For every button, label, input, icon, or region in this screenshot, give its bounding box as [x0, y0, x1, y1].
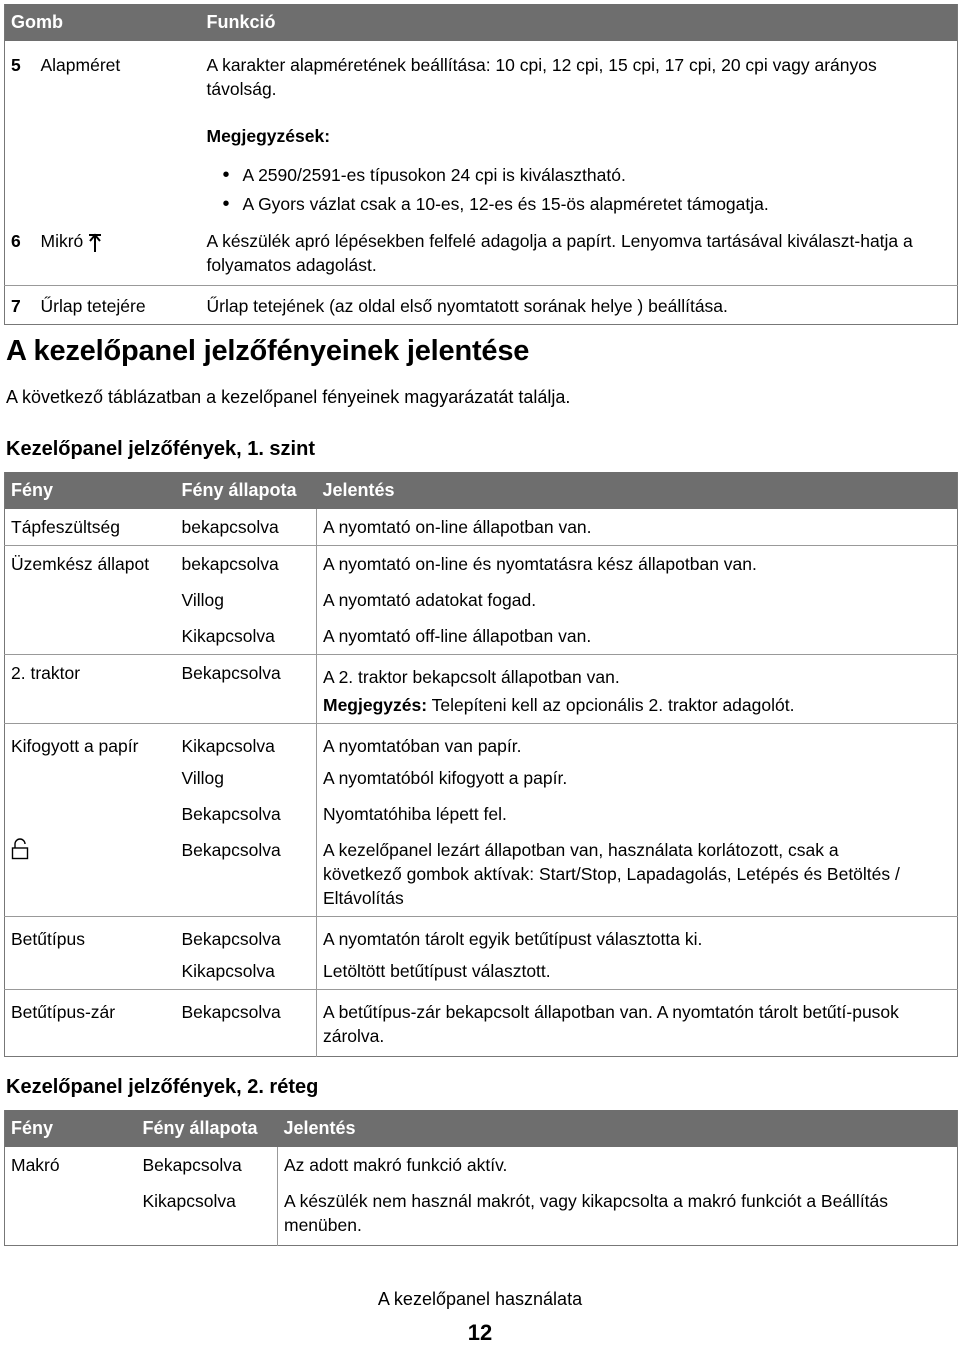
light-name: Üzemkész állapot [11, 554, 150, 574]
section-title: A kezelőpanel jelzőfényeinek jelentése [6, 335, 530, 367]
table-row [5, 917, 958, 954]
function-text: A készülék apró lépésekben felfelé adagolja a papírt. Lenyomva tartásával kiválaszt-hatja a folyamatos adagolást. [206, 231, 913, 275]
light-state: Bekapcsolva [181, 929, 281, 949]
button-name: Alapméret [40, 55, 121, 75]
table-row [5, 1183, 958, 1246]
col-header-light: Fény [5, 1110, 137, 1147]
table-row [5, 509, 958, 546]
note-label: Megjegyzés: [323, 695, 428, 715]
button-name: Űrlap tetejére [40, 296, 146, 316]
light-state: bekapcsolva [181, 517, 279, 537]
col-header-button: Gomb [5, 4, 201, 41]
row-number: 7 [11, 296, 21, 316]
arrow-up-icon [88, 232, 102, 252]
col-header-state: Fény állapota [137, 1110, 278, 1147]
light-state: Bekapcsolva [181, 804, 281, 824]
light-name: Makró [11, 1155, 60, 1175]
function-text: Űrlap tetejének (az oldal első nyomtatott sorának helye ) beállítása. [206, 296, 728, 316]
notes-label: Megjegyzések: [206, 126, 331, 146]
list-item: • A Gyors vázlat csak a 10-es, 12-es és 15-ös alapméretet támogatja. [221, 190, 952, 219]
light-name: Tápfeszültség [11, 517, 120, 537]
table-row [5, 990, 958, 1057]
light-meaning: A nyomtatóból kifogyott a papír. [317, 760, 958, 796]
light-state: Bekapcsolva [181, 1002, 281, 1022]
table-row [5, 1147, 958, 1183]
light-meaning: A nyomtatón tárolt egyik betűtípust választotta ki. [317, 917, 958, 954]
row-number: 5 [11, 55, 21, 75]
table-row [5, 655, 958, 724]
light-meaning: A kezelőpanel lezárt állapotban van, használata korlátozott, csak a következő gombok aktívak: Start/Stop, Lapadagolás, Letépés és Betöltés / Eltávolítás [317, 832, 958, 917]
light-meaning: A 2. traktor bekapcsolt állapotban van. [323, 667, 620, 687]
light-state: Kikapcsolva [142, 1191, 236, 1211]
table-row [5, 225, 958, 286]
light-state: Villog [181, 590, 224, 610]
button-name: Mikró [40, 231, 84, 251]
light-name: Kifogyott a papír [11, 736, 139, 756]
light-icon-cell [5, 832, 176, 917]
light-state: Bekapcsolva [181, 663, 281, 683]
light-meaning: A készülék nem használ makrót, vagy kikapcsolta a makró funkciót a Beállítás menüben. [278, 1183, 958, 1246]
col-header-meaning: Jelentés [317, 472, 958, 509]
light-name: Betűtípus [11, 929, 85, 949]
function-text: A karakter alapméretének beállítása: 10 cpi, 12 cpi, 15 cpi, 17 cpi, 20 cpi vagy arányos távolság. [206, 55, 877, 99]
level1-table [4, 472, 958, 1057]
table-row [5, 286, 958, 325]
light-state: Kikapcsolva [181, 736, 275, 756]
col-header-meaning: Jelentés [278, 1110, 958, 1147]
light-meaning: A nyomtatóban van papír. [317, 724, 958, 761]
row-number: 6 [11, 231, 21, 251]
note-text: Telepíteni kell az opcionális 2. traktor adagolót. [431, 695, 795, 715]
light-state: Kikapcsolva [181, 961, 275, 981]
list-item: • A 2590/2591-es típusokon 24 cpi is kiválasztható. [221, 161, 952, 190]
table-row [5, 724, 958, 761]
section-intro: A következő táblázatban a kezelőpanel fényeinek magyarázatát találja. [6, 387, 571, 407]
col-header-function: Funkció [201, 4, 958, 41]
light-state: Bekapcsolva [181, 840, 281, 860]
level2-title: Kezelőpanel jelzőfények, 2. réteg [6, 1076, 319, 1098]
light-meaning-cell [317, 655, 958, 724]
table-row [5, 41, 958, 225]
light-meaning: Letöltött betűtípust választott. [317, 953, 958, 990]
col-header-light: Fény [5, 472, 176, 509]
light-meaning: A nyomtató on-line állapotban van. [317, 509, 958, 546]
button-function-table [4, 4, 958, 325]
light-state: Kikapcsolva [181, 626, 275, 646]
table-row [5, 546, 958, 583]
lock-icon [11, 838, 29, 860]
notes-list [221, 161, 952, 219]
light-meaning: A nyomtató adatokat fogad. [317, 582, 958, 618]
light-meaning: Az adott makró funkció aktív. [278, 1147, 958, 1183]
light-meaning: A nyomtató off-line állapotban van. [317, 618, 958, 655]
col-header-state: Fény állapota [176, 472, 317, 509]
light-name: Betűtípus-zár [11, 1002, 116, 1022]
light-state: Bekapcsolva [142, 1155, 242, 1175]
light-name: 2. traktor [11, 663, 81, 683]
function-cell [201, 41, 958, 225]
light-meaning: Nyomtatóhiba lépett fel. [317, 796, 958, 832]
light-state: bekapcsolva [181, 554, 279, 574]
level2-table [4, 1110, 958, 1246]
footer-label: A kezelőpanel használata [377, 1289, 583, 1309]
table-row [5, 832, 958, 917]
light-meaning: A betűtípus-zár bekapcsolt állapotban van. A nyomtatón tárolt betűtí-pusok zárolva. [317, 990, 958, 1057]
light-meaning: A nyomtató on-line és nyomtatásra kész állapotban van. [317, 546, 958, 583]
level1-title: Kezelőpanel jelzőfények, 1. szint [6, 438, 315, 460]
button-name-cell [35, 225, 201, 286]
light-state: Villog [181, 768, 224, 788]
page-number: 12 [467, 1320, 493, 1345]
